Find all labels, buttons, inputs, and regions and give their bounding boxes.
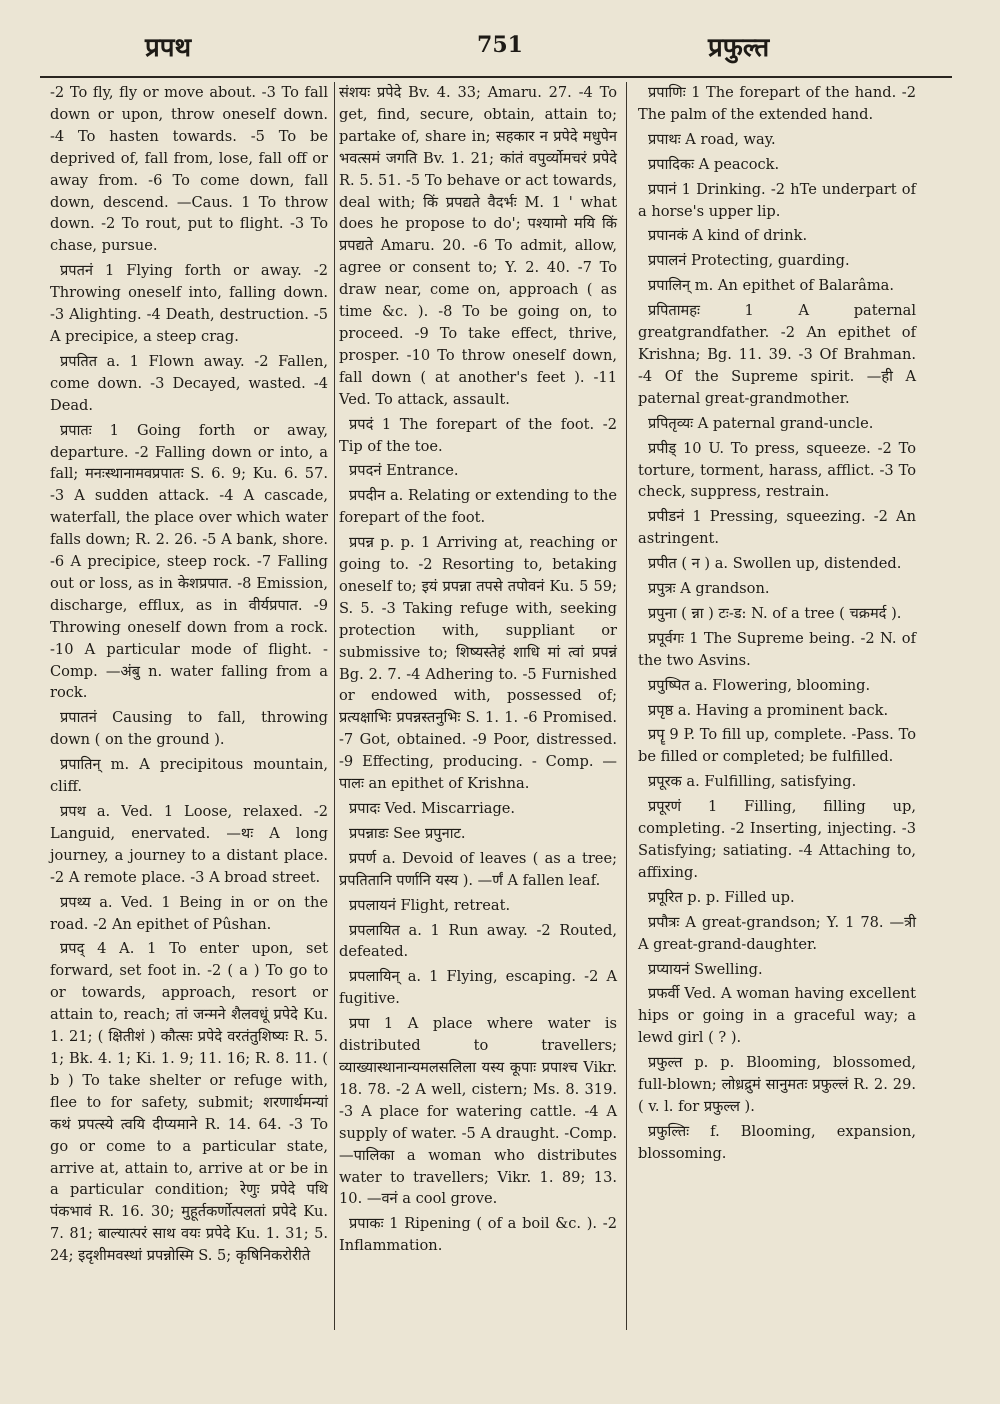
column-2: [339, 82, 617, 1260]
dictionary-entry: प्रपॄ 9 P. To fill up, complete. -Pass. To be filled or completed; be fulfilled.: [638, 726, 916, 766]
column-divider: [334, 82, 335, 1330]
dictionary-entry: प्रपा 1 A place where water is distributed to travellers; व्याख्यास्थानान्यमलसलिला यस्य कूपाः प्रपाश्च Vikr. 18. 78. -2 A well, cistern; Ms. 8. 319. -3 A place for watering cattle. -4 A supply of water. -5 A draught. -Comp. —पालिका a woman who distributes water to travellers; Vikr. 1. 89; 13. 10. —वनं a cool grove.: [339, 1015, 617, 1208]
running-head-left: प्रपथ: [145, 33, 192, 63]
dictionary-entry: प्रपितृव्यः A paternal grand-uncle.: [648, 414, 874, 432]
dictionary-entry: प्रपाणिः 1 The forepart of the hand. -2 The palm of the extended hand.: [638, 84, 916, 123]
dictionary-entry: प्रपूरित p. p. Filled up.: [648, 888, 795, 906]
dictionary-entry: प्रपानं 1 Drinking. -2 hTe underpart of a horse's upper lip.: [638, 180, 916, 220]
dictionary-entry: प्रपालनं Protecting, guarding.: [648, 252, 850, 270]
dictionary-entry: प्रपुष्पित a. Flowering, blooming.: [648, 676, 871, 694]
dictionary-entry: प्रपीत ( न ) a. Swollen up, distended.: [648, 555, 902, 573]
header-rule: [40, 76, 952, 78]
dictionary-entry: प्रपूरणं 1 Filling, filling up, completing. -2 Inserting, injecting. -3 Satisfying; satiating. -4 Attaching to, affixing.: [638, 798, 916, 881]
dictionary-entry: प्रपद् 4 A. 1 To enter upon, set forward, set foot in. -2 ( a ) To go to or towards, approach, resort or attain to, reach; तां जन्मने शैलवधूं प्रपेदे Ku. 1. 21; ( क्षितीशं ) कौत्सः प्रपेदे वरतंतुशिष्यः R. 5. 1; Bk. 4. 1; Ki. 1. 9; 11. 16; R. 8. 11. ( b ) To take shelter or refuge with, flee to for safety, submit; शरणार्थमन्यां कथं प्रपत्स्ये त्वयि दीप्यमाने R. 14. 64. -3 To go or come to a particular state, arrive at, attain to, arrive at or be in a particular condition; रेणुः प्रपेदे पथि पंकभावं R. 16. 30; मुहूर्तकर्णोत्पलतां प्रपेदे Ku. 7. 81; बाल्यात्परं साथ वयः प्रपेदे Ku. 1. 31; 5. 24; इदृशीमवस्थां प्रपन्नोस्मि S. 5; कृषिनिकरोरीते: [50, 940, 328, 1265]
dictionary-entry: प्रपादिकः A peacock.: [648, 155, 780, 173]
dictionary-entry: प्रपदं 1 The forepart of the foot. -2 Tip of the toe.: [339, 415, 617, 455]
running-head-right: प्रफुल्त: [708, 33, 770, 63]
dictionary-entry: प्रपर्ण a. Devoid of leaves ( as a tree; प्रपतितानि पर्णानि यस्य ). —र्णं A fallen leaf.: [339, 849, 617, 889]
column-3: [638, 82, 916, 1168]
dictionary-entry: संशयः प्रपेदे Bv. 4. 33; Amaru. 27. -4 To get, find, secure, obtain, attain to; partake of, share in; सहकार न प्रपेदे मधुपेन भवत्समं जगति Bv. 1. 21; कांतं वपुर्व्योमचरं प्रपेदे R. 5. 51. -5 To behave or act towards, deal with; किं प्रपद्यते वैदर्भः M. 1 ' what does he propose to do'; पश्यामो मयि किं प्रपद्यते Amaru. 20. -6 To admit, allow, agree or consent to; Y. 2. 40. -7 To draw near, come on, approach ( as time &c. ). -8 To be going on, to proceed. -9 To take effect, thrive, prosper. -10 To throw oneself down, fall down ( at another's feet ). -11 Ved. To attack, assault.: [339, 84, 617, 408]
dictionary-entry: प्रपाथः A road, way.: [648, 130, 776, 148]
dictionary-entry: प्रपन्नाडः See प्रपुनाट.: [349, 824, 466, 842]
dictionary-entry: प्रपीड् 10 U. To press, squeeze. -2 To torture, torment, harass, afflict. -3 To check, suppress, restrain.: [638, 439, 916, 501]
dictionary-entry: प्रपुत्रः A grandson.: [648, 580, 770, 598]
dictionary-entry: प्रफुल्त p. p. Blooming, blossomed, full-blown; लोध्रद्रुमं सानुमतः प्रफुल्लं R. 2. 29. ( v. l. for प्रफुल्ल ).: [638, 1054, 916, 1115]
dictionary-entry: प्रपालिन् m. An epithet of Balarâma.: [648, 277, 895, 295]
dictionary-entry: प्रपुना ( न्ना ) टः-ड: N. of a tree ( चक्रमर्द ).: [648, 604, 902, 622]
dictionary-entry: प्रपलायनं Flight, retreat.: [349, 896, 511, 914]
dictionary-entry: -2 To fly, fly or move about. -3 To fall down or upon, throw oneself down. -4 To hasten towards. -5 To be deprived of, fall from, lose, fall off or away from. -6 To come down, fall down, descend. —Caus. 1 To throw down. -2 To rout, put to flight. -3 To chase, pursue.: [50, 84, 328, 255]
dictionary-entry: प्रपातनं Causing to fall, throwing down ( on the ground ).: [50, 709, 328, 749]
dictionary-entry: प्रप्यायनं Swelling.: [648, 960, 763, 978]
dictionary-entry: प्रपानकं A kind of drink.: [648, 227, 808, 245]
column-1: [50, 82, 328, 1270]
dictionary-entry: प्रपदनं Entrance.: [349, 462, 459, 480]
dictionary-entry: प्रपूर्वगः 1 The Supreme being. -2 N. of the two Asvins.: [638, 629, 916, 669]
dictionary-entry: प्रपौत्रः A great-grandson; Y. 1 78. —त्री A great-grand-daughter.: [638, 913, 916, 953]
dictionary-entry: प्रफुल्तिः f. Blooming, expansion, blossoming.: [638, 1122, 916, 1162]
column-divider: [626, 82, 627, 1330]
dictionary-entry: प्रपृष्ठ a. Having a prominent back.: [648, 701, 889, 719]
dictionary-entry: प्रपन्न p. p. 1 Arriving at, reaching or going to. -2 Resorting to, betaking oneself to; इयं प्रपन्ना तपसे तपोवनं Ku. 5 59; S. 5. -3 Taking refuge with, seeking protection with, suppliant or submissive to; शिष्यस्तेहं शाधि मां त्वां प्रपन्नं Bg. 2. 7. -4 Adhering to. -5 Furnished or endowed with, possessed of; प्रत्यक्षाभिः प्रपन्नस्तनुभिः S. 1. 1. -6 Promised. -7 Got, obtained. -9 Poor, distressed. -9 Effecting, producing. - Comp. —पालः an epithet of Krishna.: [339, 534, 617, 793]
dictionary-entry: प्रपितामहः 1 A paternal greatgrandfather. -2 An epithet of Krishna; Bg. 11. 39. -3 Of Brahman. -4 Of the Supreme spirit. —ही A paternal great-grandmother.: [638, 302, 916, 407]
dictionary-entry: प्रपाकः 1 Ripening ( of a boil &c. ). -2 Inflammation.: [339, 1215, 617, 1255]
dictionary-entry: प्रपीडनं 1 Pressing, squeezing. -2 An astringent.: [638, 508, 916, 548]
dictionary-entry: प्रपतनं 1 Flying forth or away. -2 Throwing oneself into, falling down. -3 Alighting. -4 Death, destruction. -5 A precipice, a steep crag.: [50, 262, 328, 345]
dictionary-entry: प्रपलायिन् a. 1 Flying, escaping. -2 A fugitive.: [339, 968, 617, 1008]
dictionary-entry: प्रपातः 1 Going forth or away, departure. -2 Falling down or into, a fall; मनःस्थानामवप्रपातः S. 6. 9; Ku. 6. 57. -3 A sudden attack. -4 A cascade, waterfall, the place over which water falls down; R. 2. 26. -5 A bank, shore. -6 A precipice, steep rock. -7 Falling out or loss, as in केशप्रपात. -8 Emission, discharge, efflux, as in वीर्यप्रपात. -9 Throwing oneself down from a rock. -10 A particular mode of flight. -Comp. —अंबु n. water falling from a rock.: [50, 421, 328, 702]
dictionary-entry: प्रपथ्य a. Ved. 1 Being in or on the road. -2 An epithet of Pûshan.: [50, 893, 328, 933]
dictionary-entry: प्रपदीन a. Relating or extending to the forepart of the foot.: [339, 487, 617, 527]
dictionary-entry: प्रपादः Ved. Miscarriage.: [349, 800, 516, 817]
dictionary-entry: प्रपतित a. 1 Flown away. -2 Fallen, come down. -3 Decayed, wasted. -4 Dead.: [50, 352, 328, 414]
page-number: 751: [477, 32, 523, 58]
dictionary-entry: प्रपातिन् m. A precipitous mountain, cliff.: [50, 756, 328, 796]
dictionary-entry: प्रपूरक a. Fulfilling, satisfying.: [648, 773, 857, 791]
dictionary-entry: प्रपथ a. Ved. 1 Loose, relaxed. -2 Languid, enervated. —थः A long journey, a journey to a distant place. -2 A remote place. -3 A broad street.: [50, 803, 328, 886]
dictionary-entry: प्रपलायित a. 1 Run away. -2 Routed, defeated.: [339, 921, 617, 961]
dictionary-entry: प्रफर्वी Ved. A woman having excellent hips or going in a graceful way; a lewd girl ( ? ).: [638, 985, 916, 1047]
